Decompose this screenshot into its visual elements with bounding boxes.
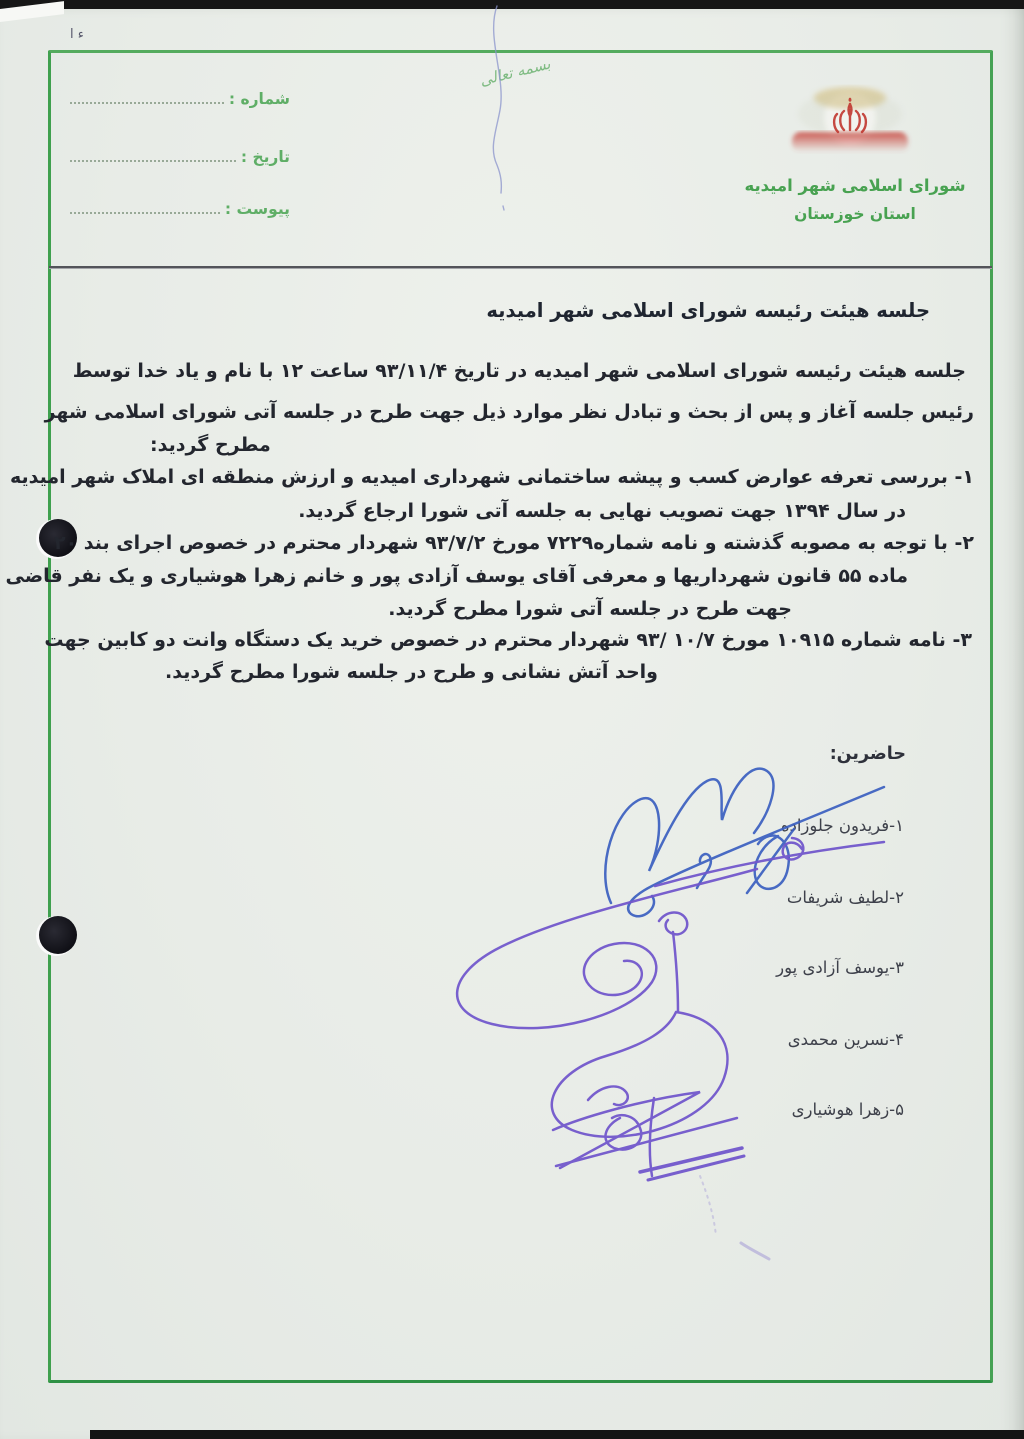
header-separator-line <box>49 266 992 268</box>
iran-emblem-logo <box>778 84 922 176</box>
field-date-label: تاریخ : <box>240 148 290 166</box>
field-attachment-label: پیوست : <box>224 200 290 218</box>
attendees-label: حاضرین: <box>829 744 906 764</box>
council-name: شورای اسلامی شهر امیدیه <box>744 176 966 195</box>
agenda-item-2-line: ماده ۵۵ قانون شهرداریها و معرفی آقای یوسف آزادی پور و خانم زهرا هوشیاری و یک نفر قاضی <box>5 565 908 587</box>
agenda-item-1-line: در سال ۱۳۹۴ جهت تصویب نهایی به جلسه آتی شورا ارجاع گردید. <box>298 500 906 522</box>
agenda-item-3-line: واحد آتش نشانی و طرح در جلسه شورا مطرح گردید. <box>165 661 658 683</box>
field-date <box>70 148 290 166</box>
paragraph-line: جلسه هیئت رئیسه شورای اسلامی شهر امیدیه در تاریخ ۹۳/۱۱/۴ ساعت ۱۲ با نام و یاد خدا توسط <box>72 360 966 382</box>
scan-edge-top <box>0 0 1024 9</box>
scan-edge-bottom <box>90 1430 1024 1439</box>
organization-block <box>738 176 972 223</box>
document-title: جلسه هیئت رئیسه شورای اسلامی شهر امیدیه <box>486 299 930 322</box>
attendee-name-4: ۴-نسرین محمدی <box>787 1030 904 1049</box>
attendee-name-1: ۱-فریدون جلوزاده <box>780 816 904 835</box>
field-attachment <box>70 200 290 218</box>
province-name: استان خوزستان <box>794 205 916 223</box>
besmele-calligraphy: بسمه تعالی <box>477 54 553 90</box>
paragraph-line: مطرح گردید: <box>150 434 271 456</box>
punch-hole-bottom <box>39 916 77 954</box>
handwritten-mark: ء ا <box>70 27 84 42</box>
field-number-label: شماره : <box>228 90 290 108</box>
dotted-line <box>70 148 236 162</box>
agenda-item-2-line: جهت طرح در جلسه آتی شورا مطرح گردید. <box>388 598 792 620</box>
attendee-name-3: ۳-یوسف آزادی پور <box>776 958 904 977</box>
attendee-name-5: ۵-زهرا هوشیاری <box>791 1100 904 1119</box>
agenda-item-2-line: ۲- با توجه به مصوبه گذشته و نامه شماره۷۲۲۹ مورخ ۹۳/۷/۲ شهردار محترم در خصوص اجرای بند ۲۰ <box>53 532 974 554</box>
dotted-line <box>70 200 220 214</box>
agenda-item-1-line: ۱- بررسی تعرفه عوارض کسب و پیشه ساختمانی شهرداری امیدیه و ارزش منطقه ای املاک شهر امیدیه <box>10 466 974 488</box>
attendee-name-2: ۲-لطیف شریفات <box>786 888 904 907</box>
dotted-line <box>70 90 224 104</box>
paragraph-line: رئیس جلسه آغاز و پس از بحث و تبادل نظر موارد ذیل جهت طرح در جلسه آتی شورای اسلامی شهر <box>44 401 974 423</box>
field-number <box>70 90 290 108</box>
agenda-item-3-line: ۳- نامه شماره ۱۰۹۱۵ مورخ ۱۰/۷ /۹۳ شهردار محترم در خصوص خرید یک دستگاه وانت دو کابین جهت <box>44 629 972 651</box>
green-page-border <box>48 50 993 1383</box>
